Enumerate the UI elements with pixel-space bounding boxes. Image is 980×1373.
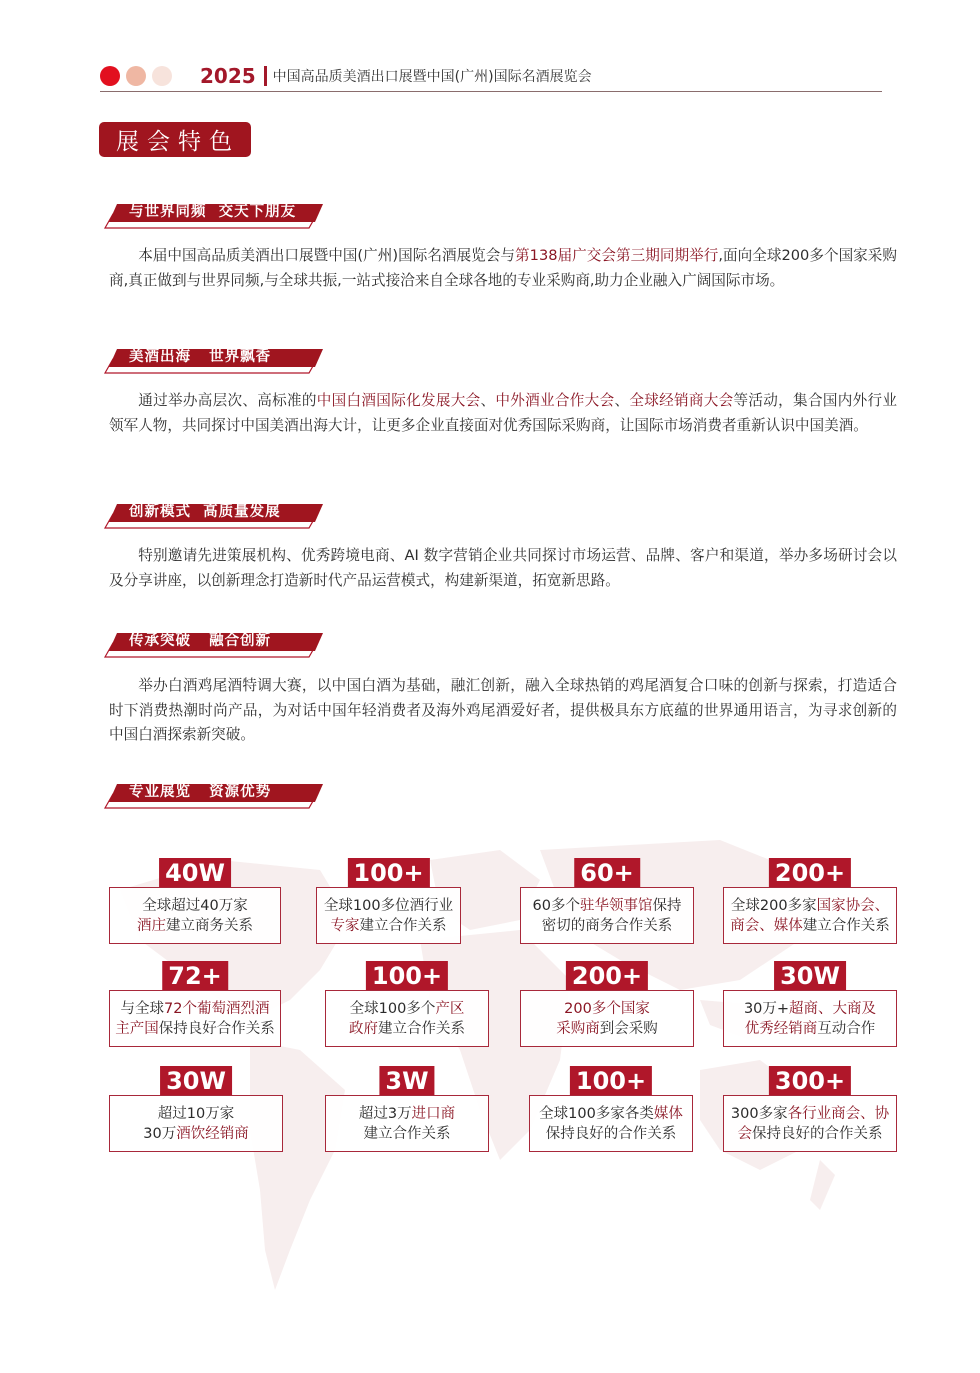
section-3-paragraph — [109, 544, 897, 593]
highlighted-text: 会 — [737, 1125, 752, 1142]
paragraph-text: 举办白酒鸡尾酒特调大赛，以中国白酒为基础，融汇创新，融入全球热销的鸡尾酒复合口味的创新与探索，打造适合时下消费热潮时尚产品，为对话中国年轻消费者及海外鸡尾酒爱好者，提供极具东方底蕴的世界通用语言，为寻求创新的中国白酒探索新突破。 — [109, 677, 897, 743]
page-header — [100, 60, 882, 92]
highlighted-text: 第138届广交会第三期同期举行 — [515, 247, 719, 264]
stat-card — [325, 961, 489, 1049]
stat-description-line — [324, 896, 453, 916]
stat-card — [723, 961, 897, 1049]
stat-card — [325, 1066, 489, 1154]
stat-description — [723, 990, 897, 1047]
stat-description-line — [546, 1124, 677, 1144]
stat-description-line — [143, 1124, 248, 1144]
section-banner-label: 美酒出海 世界飘香 — [129, 349, 272, 365]
section-banner-1 — [103, 200, 325, 230]
stat-card — [109, 858, 281, 946]
header-divider — [264, 66, 267, 86]
highlighted-text: 主产国 — [115, 1020, 159, 1037]
stat-text: 超过10万家 — [157, 1105, 235, 1122]
header-dot-1 — [100, 66, 120, 86]
stat-text: 建立合作关系 — [363, 1125, 451, 1142]
section-banner-label: 传承突破 融合创新 — [129, 633, 272, 649]
stat-description-line — [744, 999, 876, 1019]
stat-description-line — [364, 1124, 451, 1144]
stat-text: 全球100多家各类 — [539, 1105, 654, 1122]
header-year: 2025 — [200, 63, 256, 88]
stat-description-line — [564, 999, 650, 1019]
stat-description-line — [137, 916, 253, 936]
stat-description-line — [331, 916, 447, 936]
paragraph-text: 、 — [480, 392, 496, 409]
stat-description — [723, 1095, 897, 1152]
stat-description — [520, 887, 694, 944]
header-title: 中国高品质美酒出口展暨中国(广州)国际名酒展览会 — [272, 68, 592, 85]
stat-text: 60多个 — [532, 897, 580, 914]
stat-description — [109, 1095, 283, 1152]
stat-description-line — [142, 896, 247, 916]
stat-description-line — [731, 1104, 889, 1124]
highlighted-text: 72个葡萄酒烈酒 — [164, 1000, 270, 1017]
stat-card — [723, 1066, 897, 1154]
stat-description — [723, 887, 897, 944]
stat-text: 300多家 — [730, 1105, 788, 1122]
stat-description-line — [121, 999, 270, 1019]
highlighted-text: 200多个国家 — [564, 1000, 650, 1017]
stat-number: 3W — [379, 1066, 434, 1096]
stat-text: 30万 — [143, 1125, 177, 1142]
stat-text: 全球100多个 — [349, 1000, 436, 1017]
section-2-paragraph — [109, 389, 897, 438]
highlighted-text: 进口商 — [411, 1105, 456, 1122]
highlighted-text: 超商、大商及 — [789, 1000, 877, 1017]
section-4-paragraph — [109, 674, 897, 748]
stat-description — [529, 1095, 693, 1152]
stat-number: 300+ — [769, 1066, 851, 1096]
highlighted-text: 媒体 — [653, 1105, 683, 1122]
stat-description-line — [738, 1124, 883, 1144]
section-banner-label: 与世界同频 交天下朋友 — [129, 204, 297, 220]
highlighted-text: 产区 — [435, 1000, 465, 1017]
section-1-paragraph — [109, 244, 897, 293]
stat-description — [109, 990, 281, 1047]
highlighted-text: 各行业商会、协 — [787, 1105, 890, 1122]
stat-description-line — [539, 1104, 683, 1124]
stat-text: 保持良好合作关系 — [158, 1020, 275, 1037]
highlighted-text: 政府 — [349, 1020, 378, 1037]
paragraph-text: 本届中国高品质美酒出口展暨中国(广州)国际名酒展览会与 — [138, 247, 516, 264]
stat-text: 建立合作关系 — [802, 917, 890, 934]
stat-description-line — [533, 896, 682, 916]
paragraph-text: 特别邀请先进策展机构、优秀跨境电商、AI 数字营销企业共同探讨市场运营、品牌、客户和渠道，举办多场研讨会以及分享讲座，以创新理念打造新时代产品运营模式，构建新渠道，拓宽新思路。 — [109, 547, 897, 589]
page-title: 展会特色 — [99, 122, 251, 157]
stat-text: 建立商务关系 — [166, 917, 253, 934]
paragraph-text: 等活动，集合国内外行业领军人物，共同探讨中国美酒出海大计，让更多企业直接面对优秀国际采购商，让国际市场消费者重新认识中国美酒。 — [109, 392, 897, 434]
stat-description-line — [556, 1019, 658, 1039]
stat-number: 100+ — [347, 858, 429, 888]
stat-text: 建立合作关系 — [378, 1020, 465, 1037]
stat-description-line — [115, 1019, 275, 1039]
stat-text: 保持 — [652, 897, 682, 914]
paragraph-text: 通过举办高层次、高标准的 — [138, 392, 317, 409]
stat-text: 保持良好的合作关系 — [752, 1125, 883, 1142]
stat-number: 100+ — [570, 1066, 652, 1096]
highlighted-text: 专家 — [330, 917, 360, 934]
stat-number: 40W — [159, 858, 231, 888]
highlighted-text: 中国白酒国际化发展大会 — [316, 392, 481, 409]
stat-description-line — [158, 1104, 234, 1124]
stat-card — [109, 961, 281, 1049]
stat-description-line — [359, 1104, 455, 1124]
stat-description — [325, 990, 489, 1047]
stat-text: 与全球 — [120, 1000, 165, 1017]
stat-card — [520, 961, 694, 1049]
section-banner-4 — [103, 629, 325, 659]
stat-text: 保持良好的合作关系 — [545, 1125, 677, 1142]
stat-description-line — [542, 916, 673, 936]
highlighted-text: 驻华领事馆 — [579, 897, 653, 914]
highlighted-text: 酒庄 — [137, 917, 166, 934]
stat-text: 建立合作关系 — [359, 917, 447, 934]
highlighted-text: 商会、媒体 — [730, 917, 803, 934]
stat-description — [325, 1095, 489, 1152]
stat-number: 72+ — [162, 961, 228, 991]
header-dot-2 — [126, 66, 146, 86]
highlighted-text: 国家协会、 — [816, 897, 890, 914]
highlighted-text: 采购商 — [556, 1020, 600, 1037]
stat-number: 30W — [160, 1066, 232, 1096]
stat-description-line — [745, 1019, 876, 1039]
section-banner-5 — [103, 780, 325, 810]
stat-description-line — [731, 896, 889, 916]
stat-text: 超过3万 — [358, 1105, 412, 1122]
stat-number: 30W — [774, 961, 846, 991]
section-banner-label: 创新模式 高质量发展 — [129, 504, 281, 520]
stat-description-line — [730, 916, 890, 936]
highlighted-text: 中外酒业合作大会 — [495, 392, 615, 409]
highlighted-text: 优秀经销商 — [744, 1020, 818, 1037]
section-banner-3 — [103, 500, 325, 530]
stat-text: 全球超过40万家 — [142, 897, 248, 914]
stat-card — [316, 858, 461, 946]
stat-text: 30万+ — [743, 1000, 790, 1017]
stat-text: 全球200多家 — [730, 897, 817, 914]
section-banner-label: 专业展览 资源优势 — [129, 784, 272, 800]
highlighted-text: 全球经销商大会 — [629, 392, 734, 409]
header-dot-3 — [152, 66, 172, 86]
stat-number: 100+ — [366, 961, 448, 991]
stat-description — [520, 990, 694, 1047]
paragraph-text: ,面向全球200多个国家采购商,真正做到与世界同频,与全球共振,一站式接洽来自全球各地的专业采购商,助力企业融入广阔国际市场。 — [109, 247, 898, 289]
stat-text: 密切的商务合作关系 — [541, 917, 673, 934]
stat-card — [520, 858, 694, 946]
stat-card — [109, 1066, 283, 1154]
paragraph-text: 、 — [614, 392, 630, 409]
stat-number: 60+ — [574, 858, 640, 888]
section-banner-2 — [103, 345, 325, 375]
stat-number: 200+ — [566, 961, 648, 991]
stat-text: 全球100多位酒行业 — [323, 897, 454, 914]
stat-text: 互动合作 — [817, 1020, 876, 1037]
stat-card — [723, 858, 897, 946]
stat-description — [109, 887, 281, 944]
stat-text: 到会采购 — [599, 1020, 658, 1037]
stat-card — [529, 1066, 693, 1154]
stat-description-line — [349, 1019, 465, 1039]
stat-description — [316, 887, 461, 944]
stat-number: 200+ — [769, 858, 851, 888]
stat-description-line — [350, 999, 465, 1019]
highlighted-text: 酒饮经销商 — [176, 1125, 249, 1142]
